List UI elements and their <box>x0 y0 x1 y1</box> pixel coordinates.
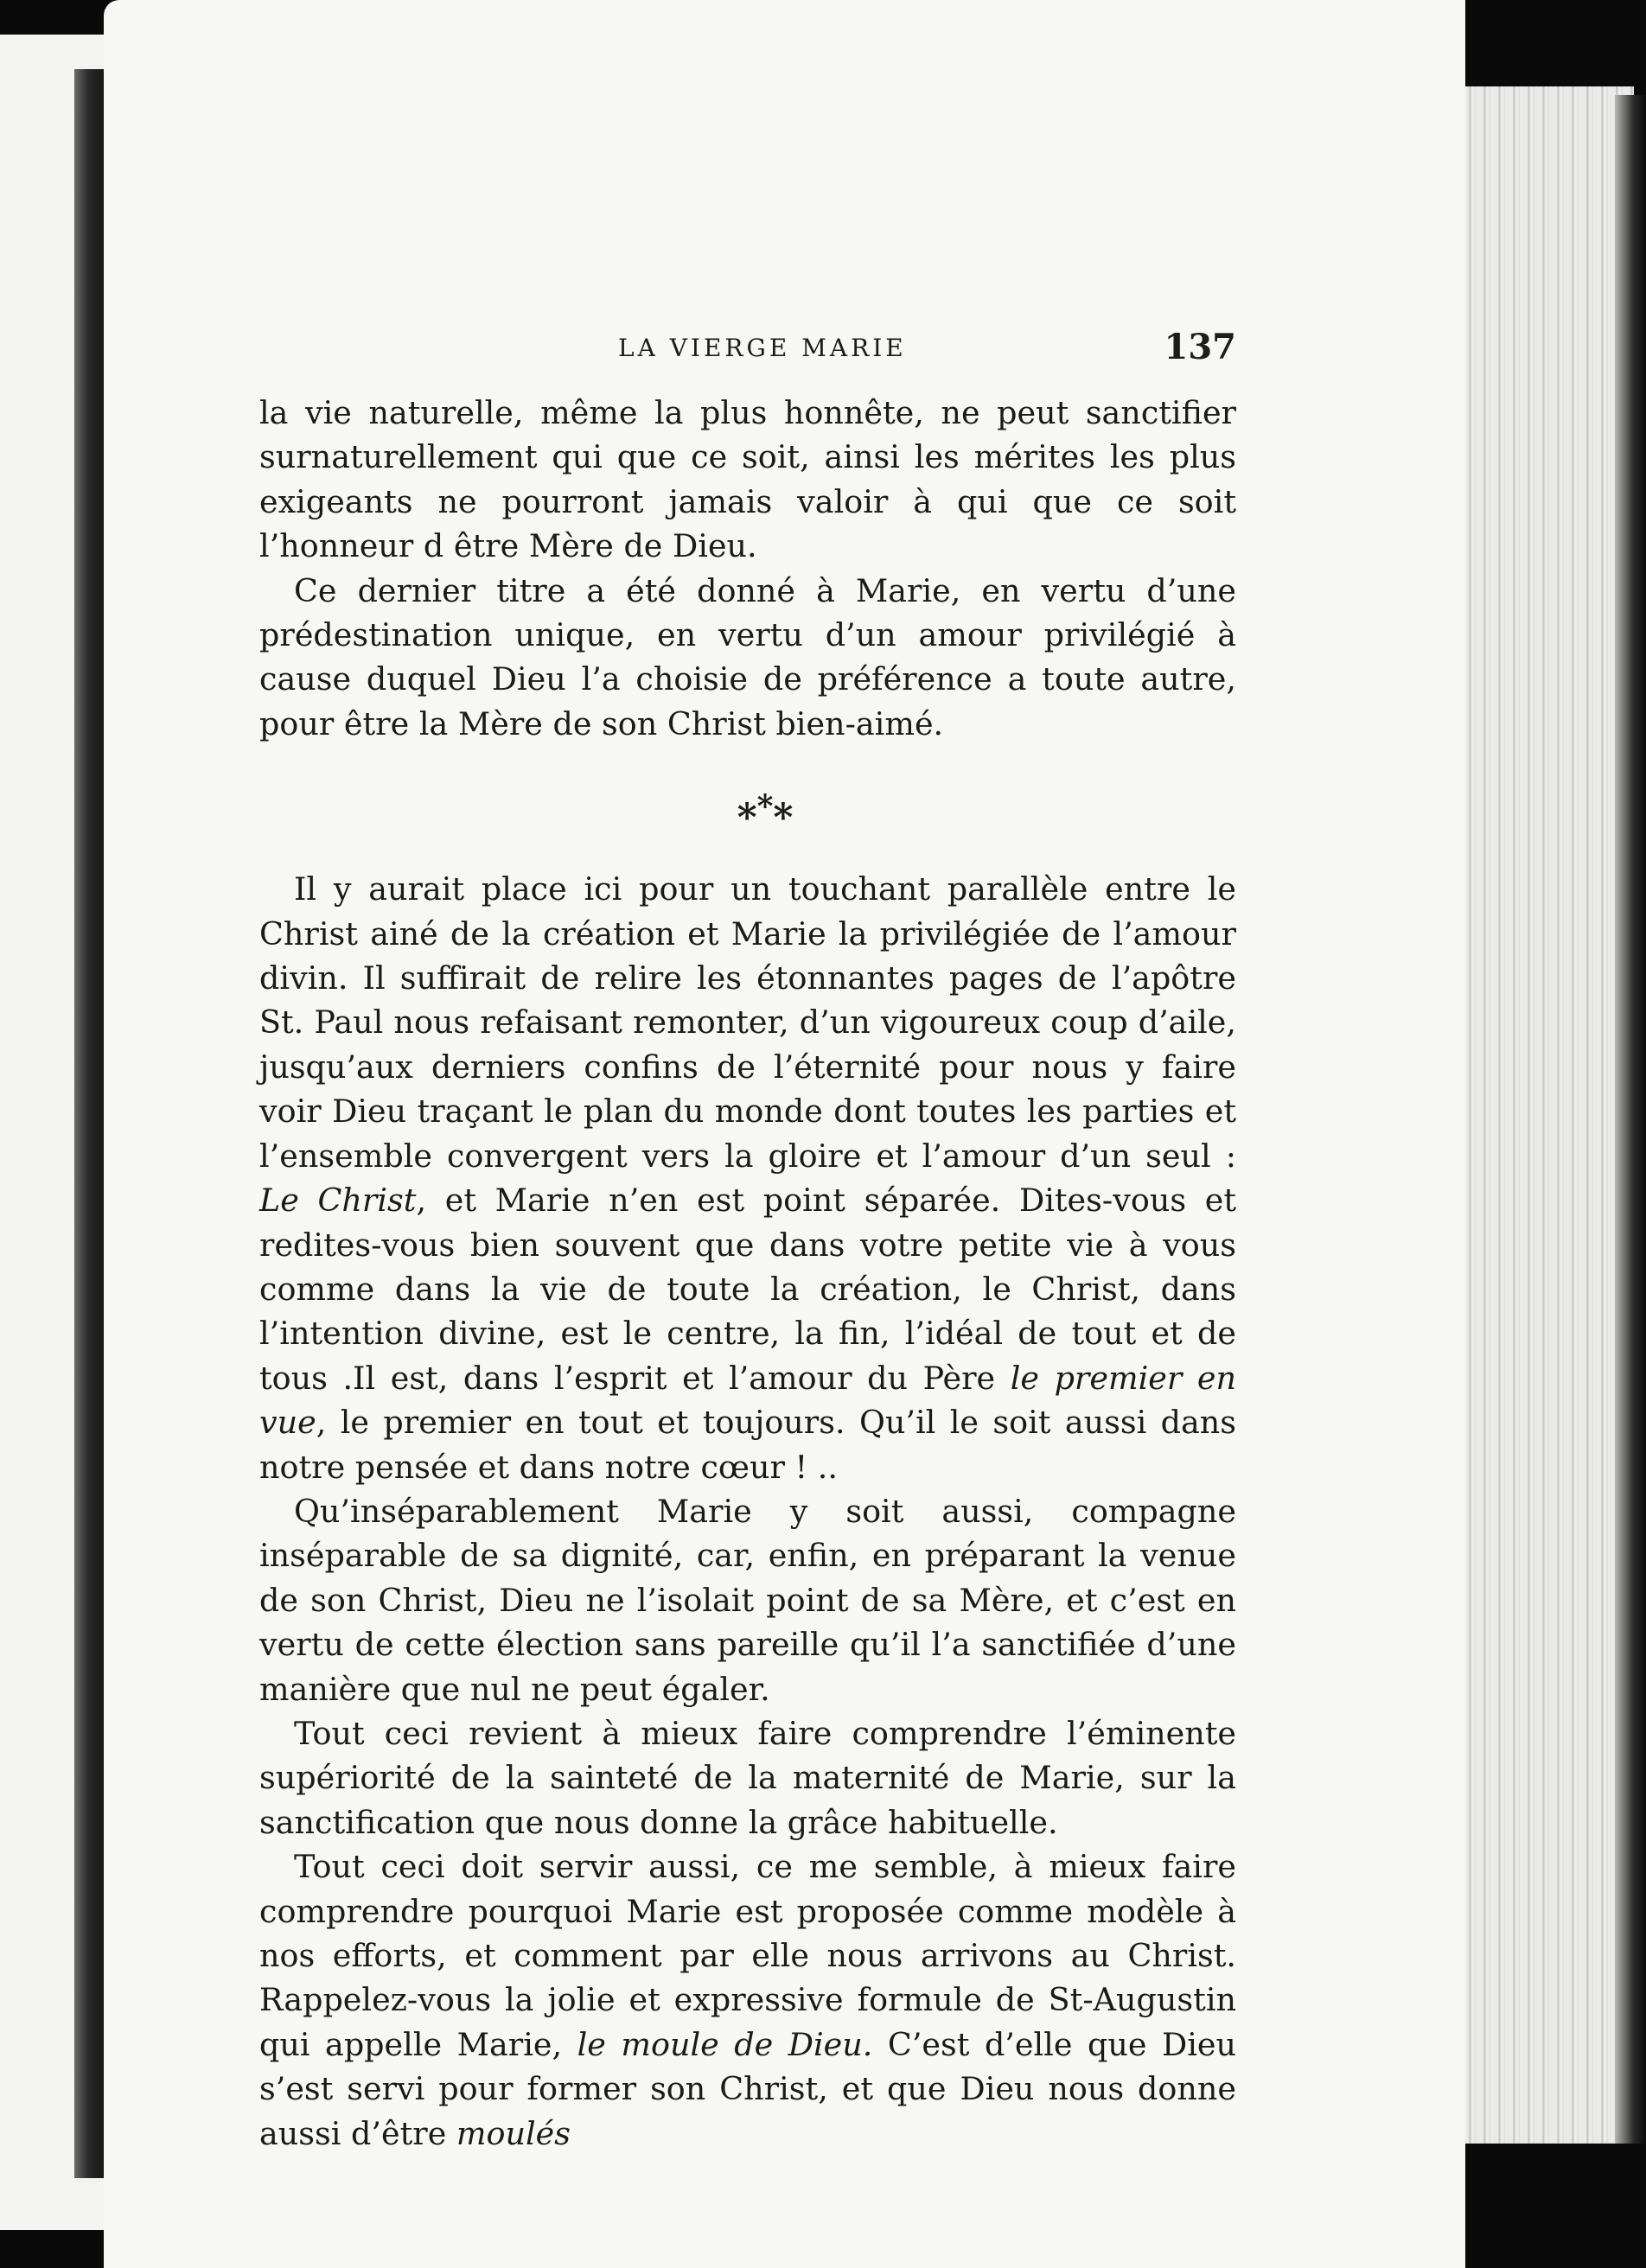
italic-le-christ: Le Christ <box>259 1182 417 1220</box>
book-cover-edge <box>1615 95 1646 2144</box>
page-stack-edges <box>1461 86 1634 2144</box>
italic-premier-en-vue: le premier en vue <box>259 1359 1236 1442</box>
paragraph-2: Ce dernier titre a été donné à Marie, en vertu d’une prédestination unique, en vertu d’un amour privilégié à cause duquel Dieu l’a choisie de préférence a toute autre, pour être la Mère de son Christ bien-aimé. <box>259 571 1236 742</box>
italic-moule-de-dieu: le moule de Dieu. <box>577 2025 873 2063</box>
paragraph-3: Il y aurait place ici pour un touchant parallèle entre le Christ ainé de la création et Marie la privilégiée de l’amour divin. Il suffirait de relire les étonnantes pages de l’apôtre St. Paul nous refaisant remonter, d’un vigoureux coup d’aile, jusqu’aux derniers confins de l’éternité pour nous y faire voir Dieu traçant le plan du monde dont toutes les parties et l’ensemble convergent vers la gloire et l’amour d’un seul : Le Christ, et Marie n’en est point séparée. Dites-vous et redites-vous bien souvent que dans votre petite vie à vous comme dans la vie de toute la création, le Christ, dans l’intention divine, est le centre, la fin, l’idéal de tout et de tous .Il est, dans l’esprit et l’amour du Père le premier en vue, le premier en tout et toujours. Qu’il le soit aussi dans notre pensée et dans notre cœur ! .. <box>259 870 1236 1486</box>
italic-moules: moulés <box>456 2114 571 2152</box>
running-head: LA VIERGE MARIE <box>618 334 907 362</box>
page-body <box>259 391 1236 2156</box>
page-number: 137 <box>1164 327 1236 367</box>
paragraph-5: Tout ceci revient à mieux faire comprendre l’éminente supériorité de la sainteté de la maternité de Marie, sur la sanctification que nous donne la grâce habituelle. <box>259 1714 1236 1841</box>
asterism-divider: *** <box>737 788 794 840</box>
page-header <box>259 327 1236 379</box>
paragraph-1: la vie naturelle, même la plus honnête, ne peut sanctifier surnaturellement qui que ce soit, ainsi les mérites les plus exigeants ne pourront jamais valoir à qui que ce soit l’honneur d être Mère de Dieu. <box>259 394 1236 565</box>
paragraph-4: Qu’inséparablement Marie y soit aussi, compagne inséparable de sa dignité, car, enfin, en préparant la venue de son Christ, Dieu ne l’isolait point de sa Mère, et c’est en vertu de cette élection sans pareille qu’il l’a sanctifiée d’une manière que nul ne peut égaler. <box>259 1492 1236 1708</box>
paragraph-6: Tout ceci doit servir aussi, ce me semble, à mieux faire comprendre pourquoi Marie est proposée comme modèle à nos efforts, et comment par elle nous arrivons au Christ. Rappelez-vous la jolie et expressive formule de St-Augustin qui appelle Marie, le moule de Dieu. C’est d’elle que Dieu s’est servi pour former son Christ, et que Dieu nous donne aussi d’être moulés <box>259 1848 1237 2152</box>
